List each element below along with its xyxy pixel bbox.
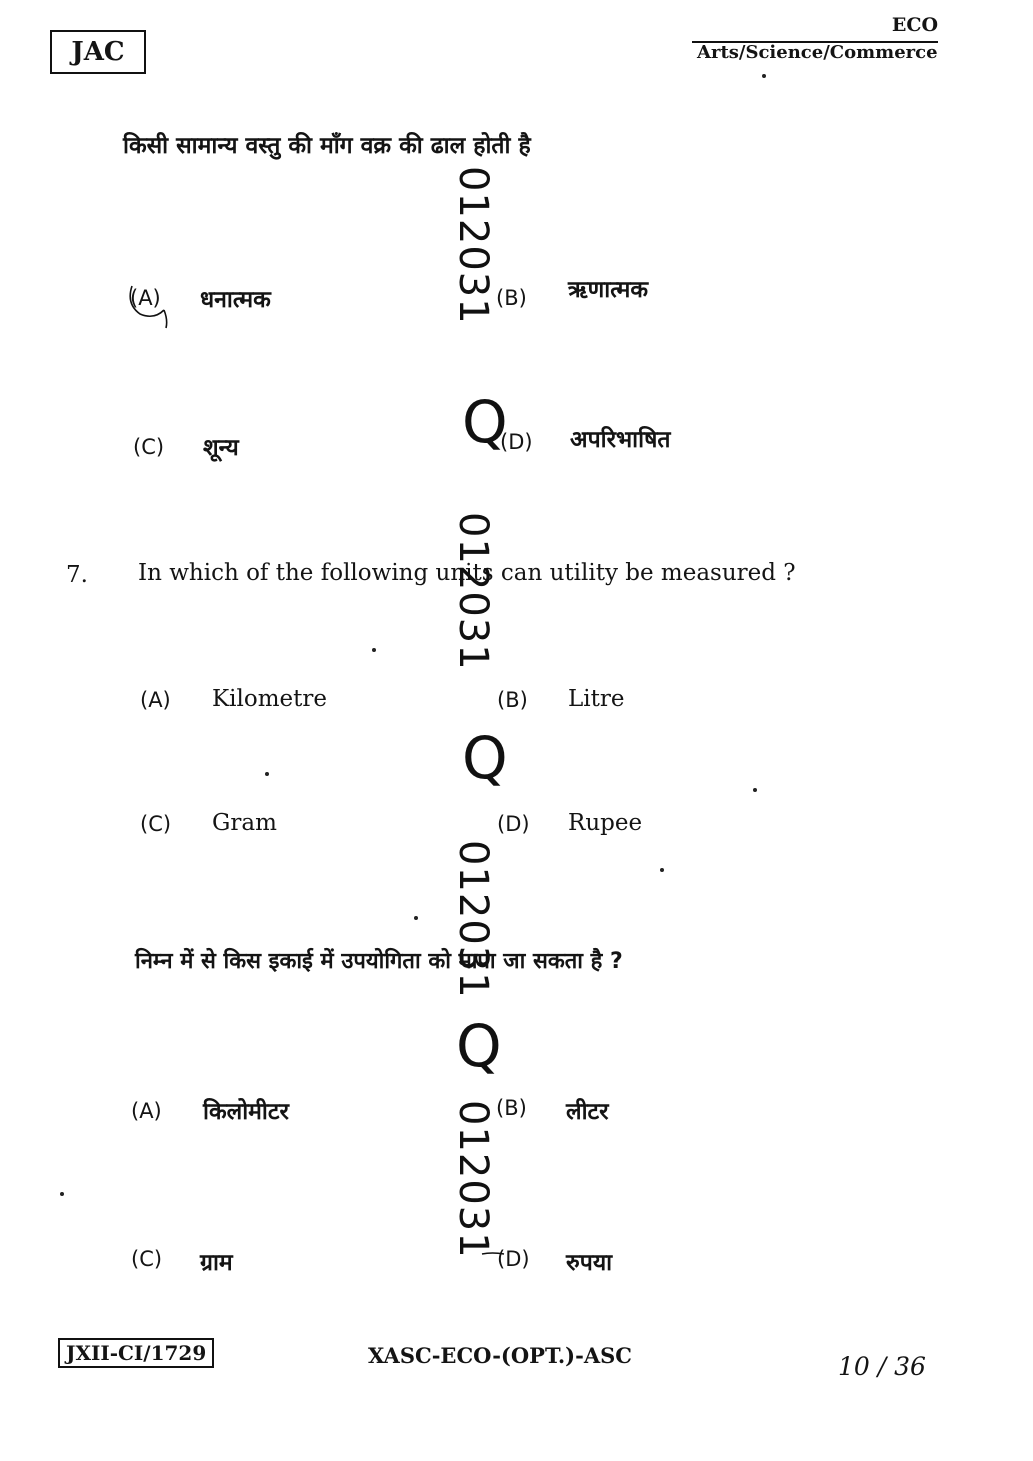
option-label-a: (A) [140,688,171,712]
tick-mark-icon [124,282,172,332]
scan-dot [372,648,376,652]
option-text-d: अपरिभाषित [570,427,671,453]
page-number: 10 / 36 [838,1352,926,1381]
option-text-b: Litre [568,686,625,712]
option-label-c: (C) [140,812,172,836]
option-text-b: ऋणात्मक [568,277,649,303]
scan-dot [414,916,418,920]
option-text-a: धनात्मक [200,287,271,313]
scan-dot [265,772,269,776]
question-7-hindi: निम्न में से किस इकाई में उपयोगिता को मापा जा सकता है ? [135,949,623,974]
option-label-a: (A) [130,286,161,310]
option-label-b: (B) [496,286,527,310]
stream-label: Arts/Science/Commerce [697,42,938,63]
watermark-letter: Q [456,1012,502,1080]
watermark-code: 012031 [450,1100,496,1259]
option-text-d: रुपया [566,1250,613,1276]
question-6-hindi: किसी सामान्य वस्तु की माँग वक्र की ढाल होती है [123,133,531,159]
scan-dot [660,868,664,872]
option-text-a: Kilometre [212,686,328,712]
paper-code: JXII-CI/1729 [58,1338,214,1368]
option-text-d: Rupee [568,810,643,836]
watermark-code: 012031 [450,166,496,325]
question-number: 7. [66,562,88,588]
scan-dot [60,1192,64,1196]
watermark-letter: Q [462,388,508,456]
option-text-c: ग्राम [200,1250,233,1276]
option-text-c: शून्य [203,435,239,461]
watermark-code: 012031 [450,840,496,999]
option-label-b: (B) [497,688,528,712]
option-text-b: लीटर [566,1099,609,1125]
watermark-letter: Q [462,724,508,792]
series-code: XASC-ECO-(OPT.)-ASC [368,1343,633,1368]
option-label-d: (D) [500,430,533,454]
option-label-c: (C) [131,1247,163,1271]
option-label-d: (D) [497,1247,530,1271]
option-text-c: Gram [212,810,277,836]
option-text-a: किलोमीटर [203,1099,289,1125]
question-7-english: In which of the following units can utility be measured ? [138,560,796,586]
scan-dot [762,74,766,78]
option-label-a: (A) [131,1099,162,1123]
board-logo-box: JAC [50,30,146,74]
scan-dot [753,788,757,792]
subject-code: ECO [891,14,938,36]
option-label-d: (D) [497,812,530,836]
option-label-c: (C) [133,435,165,459]
option-label-b: (B) [496,1096,527,1120]
watermark-code: 012031 [450,512,496,671]
